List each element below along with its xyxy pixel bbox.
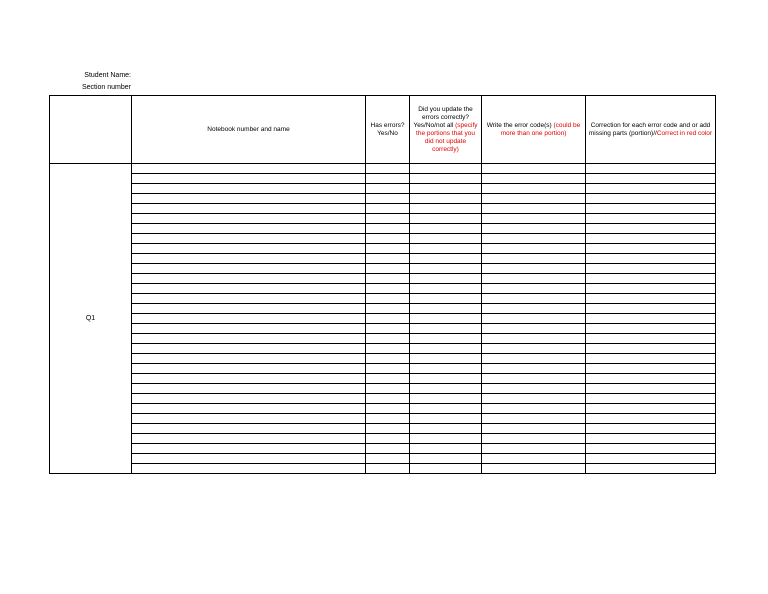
table-row xyxy=(50,254,716,264)
has-errors-cell[interactable] xyxy=(366,404,410,414)
updated-cell[interactable] xyxy=(410,304,482,314)
has-errors-cell[interactable] xyxy=(366,444,410,454)
has-errors-cell[interactable] xyxy=(366,394,410,404)
error-code-cell[interactable] xyxy=(482,354,586,364)
correction-cell[interactable] xyxy=(586,224,716,234)
has-errors-cell[interactable] xyxy=(366,454,410,464)
header-row xyxy=(50,96,716,164)
correction-cell[interactable] xyxy=(586,314,716,324)
header-error-code xyxy=(482,96,586,164)
has-errors-cell[interactable] xyxy=(366,314,410,324)
error-code-cell[interactable] xyxy=(482,364,586,374)
updated-cell[interactable] xyxy=(410,444,482,454)
table-row xyxy=(50,284,716,294)
has-errors-cell[interactable] xyxy=(366,324,410,334)
error-code-cell[interactable] xyxy=(482,334,586,344)
table-row xyxy=(50,264,716,274)
has-errors-cell[interactable] xyxy=(366,184,410,194)
correction-cell[interactable] xyxy=(586,444,716,454)
error-code-cell[interactable] xyxy=(482,404,586,414)
correction-cell[interactable] xyxy=(586,274,716,284)
table-row xyxy=(50,334,716,344)
updated-cell[interactable] xyxy=(410,394,482,404)
table-row xyxy=(50,304,716,314)
notebook-cell[interactable] xyxy=(132,234,366,244)
header-correction xyxy=(586,96,716,164)
updated-cell[interactable] xyxy=(410,234,482,244)
has-errors-cell[interactable] xyxy=(366,264,410,274)
error-code-cell[interactable] xyxy=(482,394,586,404)
correction-cell[interactable] xyxy=(586,414,716,424)
updated-cell[interactable] xyxy=(410,224,482,234)
table-row xyxy=(50,394,716,404)
notebook-cell[interactable] xyxy=(132,364,366,374)
header-has-errors: Has errors? Yes/No xyxy=(366,96,410,164)
updated-cell[interactable] xyxy=(410,254,482,264)
table-row xyxy=(50,454,716,464)
updated-cell[interactable] xyxy=(410,384,482,394)
header-error-code-text: Write the error code(s) xyxy=(486,121,552,129)
correction-cell[interactable] xyxy=(586,284,716,294)
error-code-cell[interactable] xyxy=(482,374,586,384)
correction-cell[interactable] xyxy=(586,184,716,194)
has-errors-cell[interactable] xyxy=(366,244,410,254)
notebook-cell[interactable] xyxy=(132,414,366,424)
notebook-cell[interactable] xyxy=(132,214,366,224)
header-updated xyxy=(410,96,482,164)
correction-cell[interactable] xyxy=(586,164,716,174)
table-row xyxy=(50,444,716,454)
has-errors-cell[interactable] xyxy=(366,284,410,294)
correction-cell[interactable] xyxy=(586,204,716,214)
notebook-cell[interactable] xyxy=(132,254,366,264)
correction-cell[interactable] xyxy=(586,304,716,314)
updated-cell[interactable] xyxy=(410,354,482,364)
has-errors-cell[interactable] xyxy=(366,414,410,424)
notebook-cell[interactable] xyxy=(132,194,366,204)
has-errors-cell[interactable] xyxy=(366,344,410,354)
notebook-cell[interactable] xyxy=(132,284,366,294)
updated-cell[interactable] xyxy=(410,164,482,174)
table-row xyxy=(50,374,716,384)
question-group-cell: Q1 xyxy=(50,164,132,474)
table-row xyxy=(50,424,716,434)
table-row xyxy=(50,404,716,414)
notebook-cell[interactable] xyxy=(132,304,366,314)
has-errors-cell[interactable] xyxy=(366,174,410,184)
updated-cell[interactable] xyxy=(410,244,482,254)
correction-cell[interactable] xyxy=(586,344,716,354)
error-code-cell[interactable] xyxy=(482,414,586,424)
correction-cell[interactable] xyxy=(586,404,716,414)
table-body xyxy=(50,164,716,474)
correction-cell[interactable] xyxy=(586,214,716,224)
has-errors-cell[interactable] xyxy=(366,254,410,264)
notebook-cell[interactable] xyxy=(132,204,366,214)
table-row xyxy=(50,164,716,174)
error-code-cell[interactable] xyxy=(482,174,586,184)
error-code-cell[interactable] xyxy=(482,204,586,214)
updated-cell[interactable] xyxy=(410,314,482,324)
correction-cell[interactable] xyxy=(586,394,716,404)
table-row xyxy=(50,224,716,234)
correction-cell[interactable] xyxy=(586,384,716,394)
updated-cell[interactable] xyxy=(410,344,482,354)
table-row xyxy=(50,384,716,394)
error-code-cell[interactable] xyxy=(482,224,586,234)
updated-cell[interactable] xyxy=(410,414,482,424)
updated-cell[interactable] xyxy=(410,364,482,374)
correction-cell[interactable] xyxy=(586,434,716,444)
error-code-cell[interactable] xyxy=(482,244,586,254)
table-row xyxy=(50,244,716,254)
notebook-cell[interactable] xyxy=(132,454,366,464)
updated-cell[interactable] xyxy=(410,264,482,274)
table-row xyxy=(50,274,716,284)
correction-cell[interactable] xyxy=(586,244,716,254)
notebook-cell[interactable] xyxy=(132,444,366,454)
notebook-cell[interactable] xyxy=(132,394,366,404)
updated-cell[interactable] xyxy=(410,424,482,434)
updated-cell[interactable] xyxy=(410,214,482,224)
has-errors-cell[interactable] xyxy=(366,224,410,234)
error-code-cell[interactable] xyxy=(482,254,586,264)
updated-cell[interactable] xyxy=(410,284,482,294)
updated-cell[interactable] xyxy=(410,454,482,464)
updated-cell[interactable] xyxy=(410,324,482,334)
worksheet-table xyxy=(49,95,716,474)
notebook-cell[interactable] xyxy=(132,384,366,394)
correction-cell[interactable] xyxy=(586,294,716,304)
table-row xyxy=(50,214,716,224)
error-code-cell[interactable] xyxy=(482,424,586,434)
has-errors-cell[interactable] xyxy=(366,234,410,244)
has-errors-cell[interactable] xyxy=(366,294,410,304)
header-correction-text: Correction for each error code and or add missing parts (portion)// xyxy=(588,121,711,137)
updated-cell[interactable] xyxy=(410,334,482,344)
updated-cell[interactable] xyxy=(410,184,482,194)
header-error-code-note: (could be more than one portion) xyxy=(500,121,581,137)
table-row xyxy=(50,464,716,474)
table-row xyxy=(50,364,716,374)
updated-cell[interactable] xyxy=(410,404,482,414)
updated-cell[interactable] xyxy=(410,204,482,214)
notebook-cell[interactable] xyxy=(132,354,366,364)
correction-cell[interactable] xyxy=(586,454,716,464)
error-code-cell[interactable] xyxy=(482,264,586,274)
header-notebook: Notebook number and name xyxy=(132,96,366,164)
has-errors-cell[interactable] xyxy=(366,374,410,384)
table-row xyxy=(50,174,716,184)
table-row xyxy=(50,344,716,354)
correction-cell[interactable] xyxy=(586,374,716,384)
notebook-cell[interactable] xyxy=(132,164,366,174)
table-row xyxy=(50,414,716,424)
correction-cell[interactable] xyxy=(586,334,716,344)
notebook-cell[interactable] xyxy=(132,274,366,284)
error-code-cell[interactable] xyxy=(482,444,586,454)
has-errors-cell[interactable] xyxy=(366,214,410,224)
correction-cell[interactable] xyxy=(586,194,716,204)
error-code-cell[interactable] xyxy=(482,234,586,244)
correction-cell[interactable] xyxy=(586,424,716,434)
updated-cell[interactable] xyxy=(410,464,482,474)
error-code-cell[interactable] xyxy=(482,164,586,174)
error-code-cell[interactable] xyxy=(482,324,586,334)
notebook-cell[interactable] xyxy=(132,314,366,324)
error-code-cell[interactable] xyxy=(482,194,586,204)
has-errors-cell[interactable] xyxy=(366,464,410,474)
header-updated-text: Did you update the errors correctly? Yes/No/not all xyxy=(413,105,473,129)
notebook-cell[interactable] xyxy=(132,224,366,234)
error-code-cell[interactable] xyxy=(482,314,586,324)
correction-cell[interactable] xyxy=(586,264,716,274)
correction-cell[interactable] xyxy=(586,174,716,184)
notebook-cell[interactable] xyxy=(132,334,366,344)
notebook-cell[interactable] xyxy=(132,434,366,444)
notebook-cell[interactable] xyxy=(132,174,366,184)
table-row xyxy=(50,324,716,334)
header-correction-note: Correct in red color xyxy=(656,129,713,137)
updated-cell[interactable] xyxy=(410,434,482,444)
notebook-cell[interactable] xyxy=(132,374,366,384)
has-errors-cell[interactable] xyxy=(366,334,410,344)
error-code-cell[interactable] xyxy=(482,344,586,354)
header-blank-cell xyxy=(50,96,132,164)
table-row xyxy=(50,184,716,194)
error-code-cell[interactable] xyxy=(482,454,586,464)
correction-cell[interactable] xyxy=(586,254,716,264)
table-row xyxy=(50,434,716,444)
notebook-cell[interactable] xyxy=(132,184,366,194)
has-errors-cell[interactable] xyxy=(366,384,410,394)
has-errors-cell[interactable] xyxy=(366,354,410,364)
error-code-cell[interactable] xyxy=(482,214,586,224)
updated-cell[interactable] xyxy=(410,174,482,184)
has-errors-cell[interactable] xyxy=(366,274,410,284)
error-code-cell[interactable] xyxy=(482,464,586,474)
notebook-cell[interactable] xyxy=(132,244,366,254)
has-errors-cell[interactable] xyxy=(366,434,410,444)
error-code-cell[interactable] xyxy=(482,274,586,284)
correction-cell[interactable] xyxy=(586,464,716,474)
table-row xyxy=(50,294,716,304)
table-row xyxy=(50,354,716,364)
updated-cell[interactable] xyxy=(410,374,482,384)
table-row xyxy=(50,314,716,324)
table-row xyxy=(50,194,716,204)
error-code-cell[interactable] xyxy=(482,284,586,294)
notebook-cell[interactable] xyxy=(132,424,366,434)
notebook-cell[interactable] xyxy=(132,344,366,354)
correction-cell[interactable] xyxy=(586,234,716,244)
has-errors-cell[interactable] xyxy=(366,194,410,204)
correction-cell[interactable] xyxy=(586,364,716,374)
has-errors-cell[interactable] xyxy=(366,304,410,314)
updated-cell[interactable] xyxy=(410,274,482,284)
error-code-cell[interactable] xyxy=(482,434,586,444)
header-updated-note: (specify the portions that you did not update correctly) xyxy=(416,121,478,153)
correction-cell[interactable] xyxy=(586,354,716,364)
section-number-label: Section number xyxy=(81,84,131,91)
updated-cell[interactable] xyxy=(410,294,482,304)
has-errors-cell[interactable] xyxy=(366,424,410,434)
notebook-cell[interactable] xyxy=(132,464,366,474)
notebook-cell[interactable] xyxy=(132,264,366,274)
has-errors-cell[interactable] xyxy=(366,164,410,174)
student-name-label: Student Name: xyxy=(84,72,131,79)
error-code-cell[interactable] xyxy=(482,184,586,194)
correction-cell[interactable] xyxy=(586,324,716,334)
table-row xyxy=(50,204,716,214)
has-errors-cell[interactable] xyxy=(366,364,410,374)
error-code-cell[interactable] xyxy=(482,384,586,394)
has-errors-cell[interactable] xyxy=(366,204,410,214)
updated-cell[interactable] xyxy=(410,194,482,204)
notebook-cell[interactable] xyxy=(132,404,366,414)
error-code-cell[interactable] xyxy=(482,294,586,304)
notebook-cell[interactable] xyxy=(132,324,366,334)
table-row xyxy=(50,234,716,244)
notebook-cell[interactable] xyxy=(132,294,366,304)
error-code-cell[interactable] xyxy=(482,304,586,314)
